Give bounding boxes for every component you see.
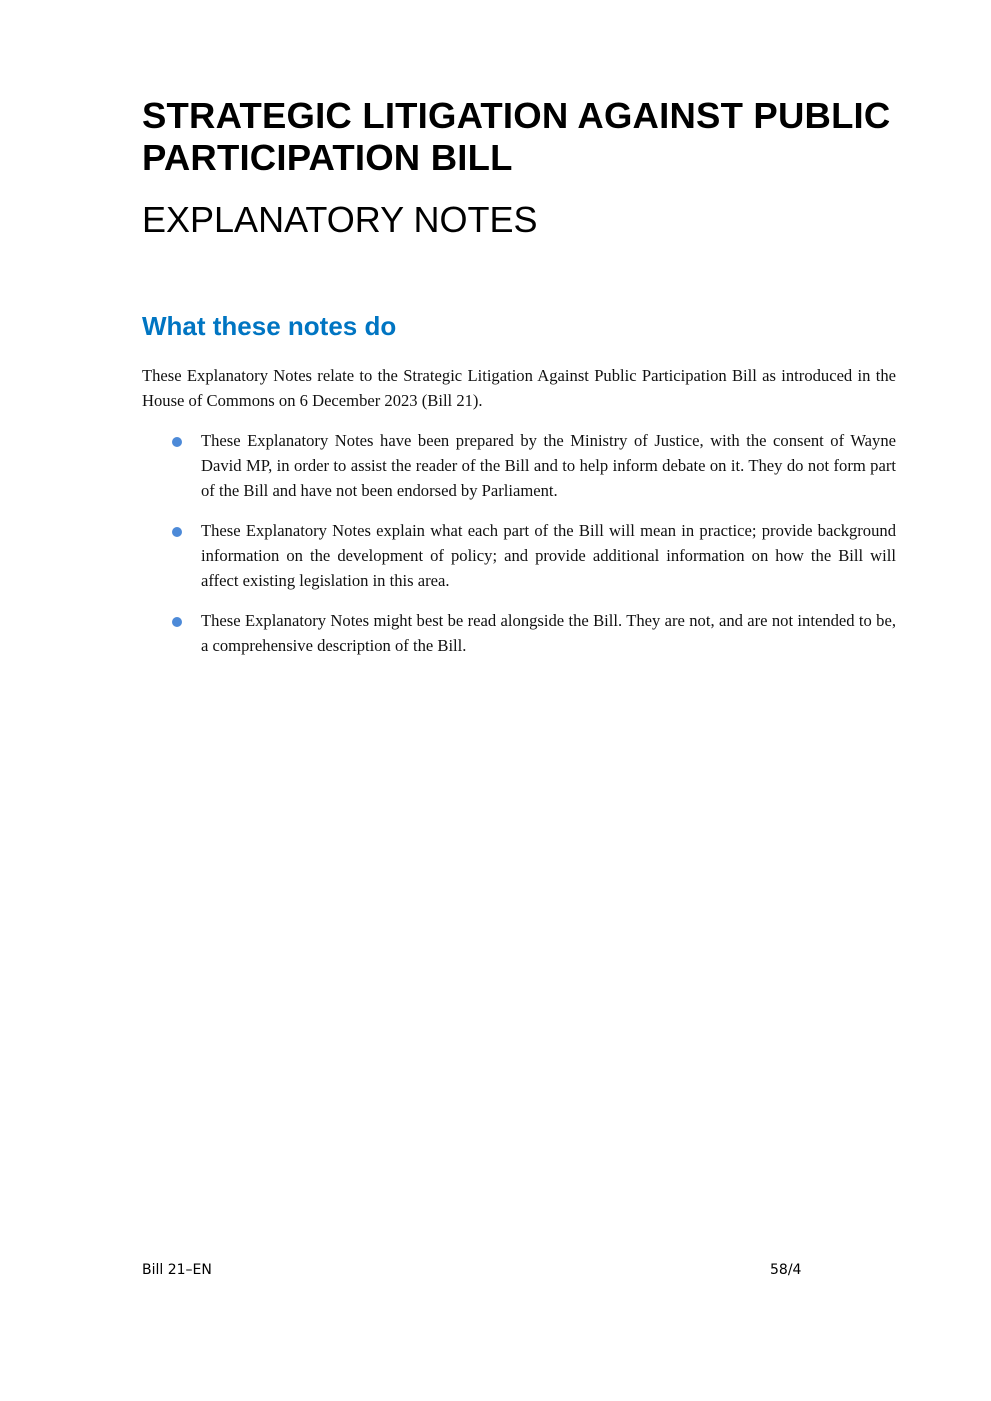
section-heading: What these notes do: [142, 311, 397, 341]
bullet-icon: [172, 437, 182, 447]
list-item-text: These Explanatory Notes might best be read alongside the Bill. They are not, and are not intended to be, a comprehensive description of the Bill.: [201, 611, 896, 655]
list-item-text: These Explanatory Notes have been prepared by the Ministry of Justice, with the consent of Wayne David MP, in order to assist the reader of the Bill and to help inform debate on it. They do not form part of the Bill and have not been endorsed by Parliament.: [201, 431, 896, 500]
bullet-list: [142, 428, 896, 658]
bullet-icon: [172, 527, 182, 537]
document-subtitle: EXPLANATORY NOTES: [142, 199, 538, 240]
document-body: [142, 363, 896, 673]
list-item: [142, 608, 896, 658]
list-item: [142, 518, 896, 593]
bullet-icon: [172, 617, 182, 627]
list-item: [142, 428, 896, 503]
footer-page-code: 58/4: [770, 1262, 802, 1278]
list-item-text: These Explanatory Notes explain what each part of the Bill will mean in practice; provide background information on the development of policy; and provide additional information on how the Bill will affect existing legislation in this area.: [201, 521, 896, 590]
document-title: STRATEGIC LITIGATION AGAINST PUBLIC PARTICIPATION BILL: [142, 95, 891, 178]
footer-bill-reference: Bill 21–EN: [142, 1262, 212, 1278]
intro-paragraph: These Explanatory Notes relate to the Strategic Litigation Against Public Participation Bill as introduced in the House of Commons on 6 December 2023 (Bill 21).: [142, 366, 896, 410]
